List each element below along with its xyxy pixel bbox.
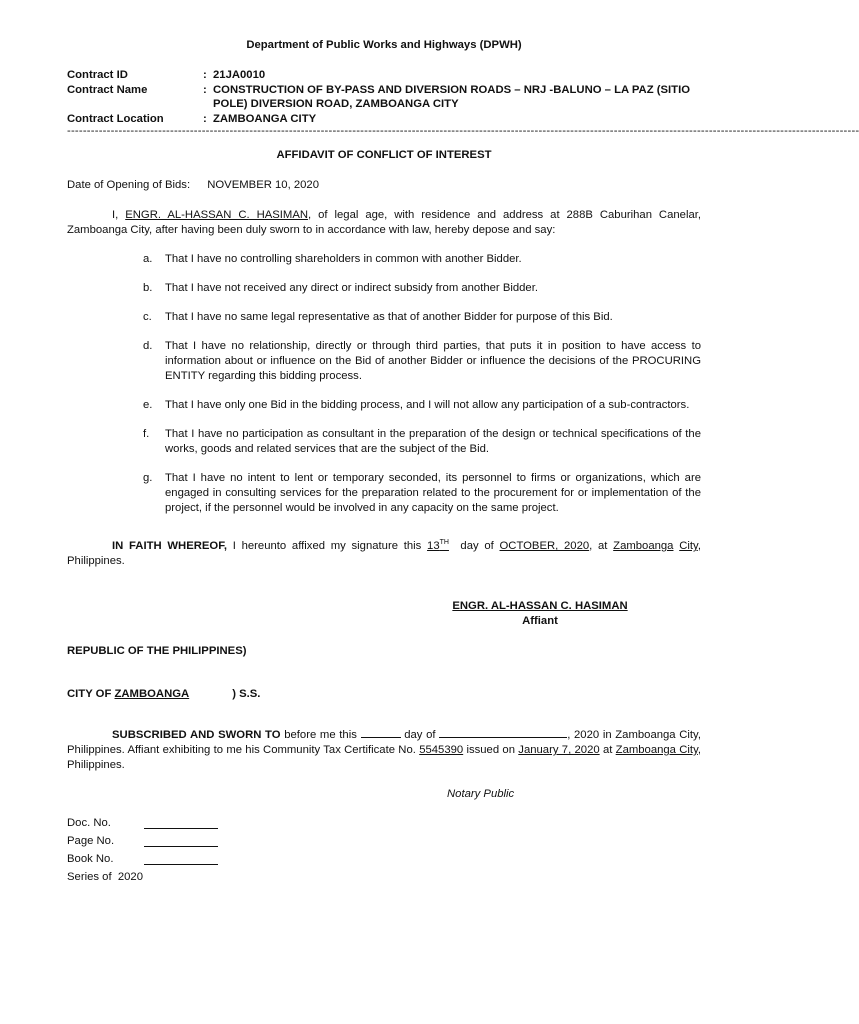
affiant-name: ENGR. AL-HASSAN C. HASIMAN: [452, 600, 628, 612]
docket-grid: [67, 816, 701, 870]
item-letter: d.: [143, 340, 153, 352]
faith-text: , at: [589, 540, 614, 552]
faith-city: City: [679, 540, 698, 552]
book-no-field: [144, 852, 222, 870]
ctc-date: January 7, 2020: [518, 744, 600, 756]
republic-line: REPUBLIC OF THE PHILIPPINES): [67, 645, 247, 657]
city-line: [67, 687, 701, 702]
book-no-label: Book No.: [67, 853, 114, 865]
list-item: [143, 398, 701, 413]
faith-city: Zamboanga: [613, 540, 674, 552]
affidavit-title: AFFIDAVIT OF CONFLICT OF INTEREST: [276, 149, 492, 161]
list-item: [143, 310, 701, 325]
item-text: That I have no relationship, directly or through third parties, that puts it in position to have access to information about or influence on the Bid of another Bidder or influence the decisions of the PROCURING ENTITY regarding this bidding process.: [165, 340, 701, 382]
jurat-text: issued on: [463, 744, 519, 756]
doc-no-field: [144, 816, 222, 834]
list-item: [143, 252, 701, 267]
bid-date-line: [67, 178, 701, 193]
faith-text: day of: [448, 540, 500, 552]
list-item: [143, 281, 701, 296]
page-no-field: [144, 834, 222, 852]
list-item: [143, 339, 701, 384]
item-letter: a.: [143, 253, 153, 265]
item-text: That I have no participation as consultant in the preparation of the design or technical specifications of the works, goods and related services that are the subject of the Bid.: [165, 428, 701, 455]
page-no-label: Page No.: [67, 835, 115, 847]
jurat-paragraph: [67, 725, 701, 773]
contract-id-label: Contract ID: [67, 69, 128, 81]
bid-date-value: NOVEMBER 10, 2020: [207, 179, 320, 191]
jurat-text: before me this: [280, 729, 361, 741]
city-label: CITY OF: [67, 688, 115, 700]
faith-day-suffix: TH: [439, 539, 449, 547]
intro-text: I,: [112, 209, 126, 221]
separator: :: [203, 112, 207, 125]
contract-location-value: ZAMBOANGA CITY: [213, 112, 317, 125]
agency-header: Department of Public Works and Highways (DPWH): [246, 39, 522, 51]
ctc-place: Zamboanga City: [615, 744, 698, 756]
faith-paragraph: [67, 539, 701, 569]
list-item: [143, 427, 701, 457]
intro-paragraph: [67, 208, 701, 238]
affiant-name-inline: ENGR. AL-HASSAN C. HASIMAN: [125, 209, 309, 221]
month-blank: [439, 725, 567, 738]
jurat-bold: SUBSCRIBED AND SWORN TO: [112, 729, 281, 741]
item-text: That I have no same legal representative as that of another Bidder for purpose of this Bid.: [165, 311, 613, 323]
contract-id-value: 21JA0010: [213, 69, 266, 81]
faith-text: I hereunto affixed my signature this: [227, 540, 428, 552]
docket-block: [67, 816, 701, 885]
affiant-role: Affiant: [522, 615, 558, 627]
declaration-list: [67, 252, 701, 516]
ss-label: ) S.S.: [232, 688, 261, 700]
ctc-number: 5545390: [419, 744, 464, 756]
item-letter: e.: [143, 399, 153, 411]
jurat-text: , Philippines.: [67, 744, 702, 771]
faith-day: [427, 540, 449, 552]
doc-no-label: Doc. No.: [67, 817, 111, 829]
item-text: That I have no controlling shareholders in common with another Bidder.: [165, 253, 522, 265]
separator: :: [203, 83, 207, 96]
faith-bold: IN FAITH WHEREOF,: [112, 540, 228, 552]
contract-details: [67, 68, 701, 126]
faith-text: , Philippines.: [67, 540, 701, 567]
contract-location-label: Contract Location: [67, 112, 164, 125]
affidavit-page: [67, 38, 859, 885]
item-letter: g.: [143, 472, 153, 484]
separator: :: [203, 69, 207, 81]
contract-name-label: Contract Name: [67, 83, 148, 96]
list-item: [143, 471, 701, 516]
day-blank: [361, 725, 401, 738]
jurat-text: at: [599, 744, 616, 756]
jurat-text: , 2020 in Zamboanga City, Philippines. Affiant exhibiting to me his Community Tax Certificate No.: [67, 729, 701, 756]
item-text: That I have only one Bid in the bidding process, and I will not allow any participation of a sub-contractors.: [165, 399, 690, 411]
dashed-divider: --------------------------------------------------------------------------------------------------------------------------------------------------------------------------------------------------------: [67, 125, 859, 137]
jurat-text: day of: [400, 729, 440, 741]
intro-text: , of legal age, with residence and address at 288B Caburihan Canelar, Zamboanga City, after having been duly sworn to in accordance with law, hereby depose and say:: [67, 209, 702, 236]
contract-name-value: CONSTRUCTION OF BY-PASS AND DIVERSION ROADS – NRJ -BALUNO – LA PAZ (SITIO POLE) DIVERSION ROAD, ZAMBOANGA CITY: [213, 83, 691, 110]
notary-public-label: Notary Public: [447, 788, 515, 800]
item-text: That I have not received any direct or indirect subsidy from another Bidder.: [165, 282, 538, 294]
bid-date-label: Date of Opening of Bids:: [67, 179, 191, 191]
item-letter: f.: [143, 428, 150, 440]
faith-day-number: 13: [427, 540, 440, 552]
affiant-signature-block: [450, 599, 630, 629]
city-value: ZAMBOANGA: [114, 688, 190, 700]
item-letter: b.: [143, 282, 153, 294]
faith-month: OCTOBER, 2020: [499, 540, 590, 552]
item-letter: c.: [143, 311, 152, 323]
item-text: That I have no intent to lent or temporary seconded, its personnel to firms or organizations, which are engaged in consulting services for the preparation related to the procurement for or implementation of the project, if the personnel would be involved in any capacity on the same project.: [165, 472, 701, 514]
series-line: Series of 2020: [67, 871, 143, 883]
